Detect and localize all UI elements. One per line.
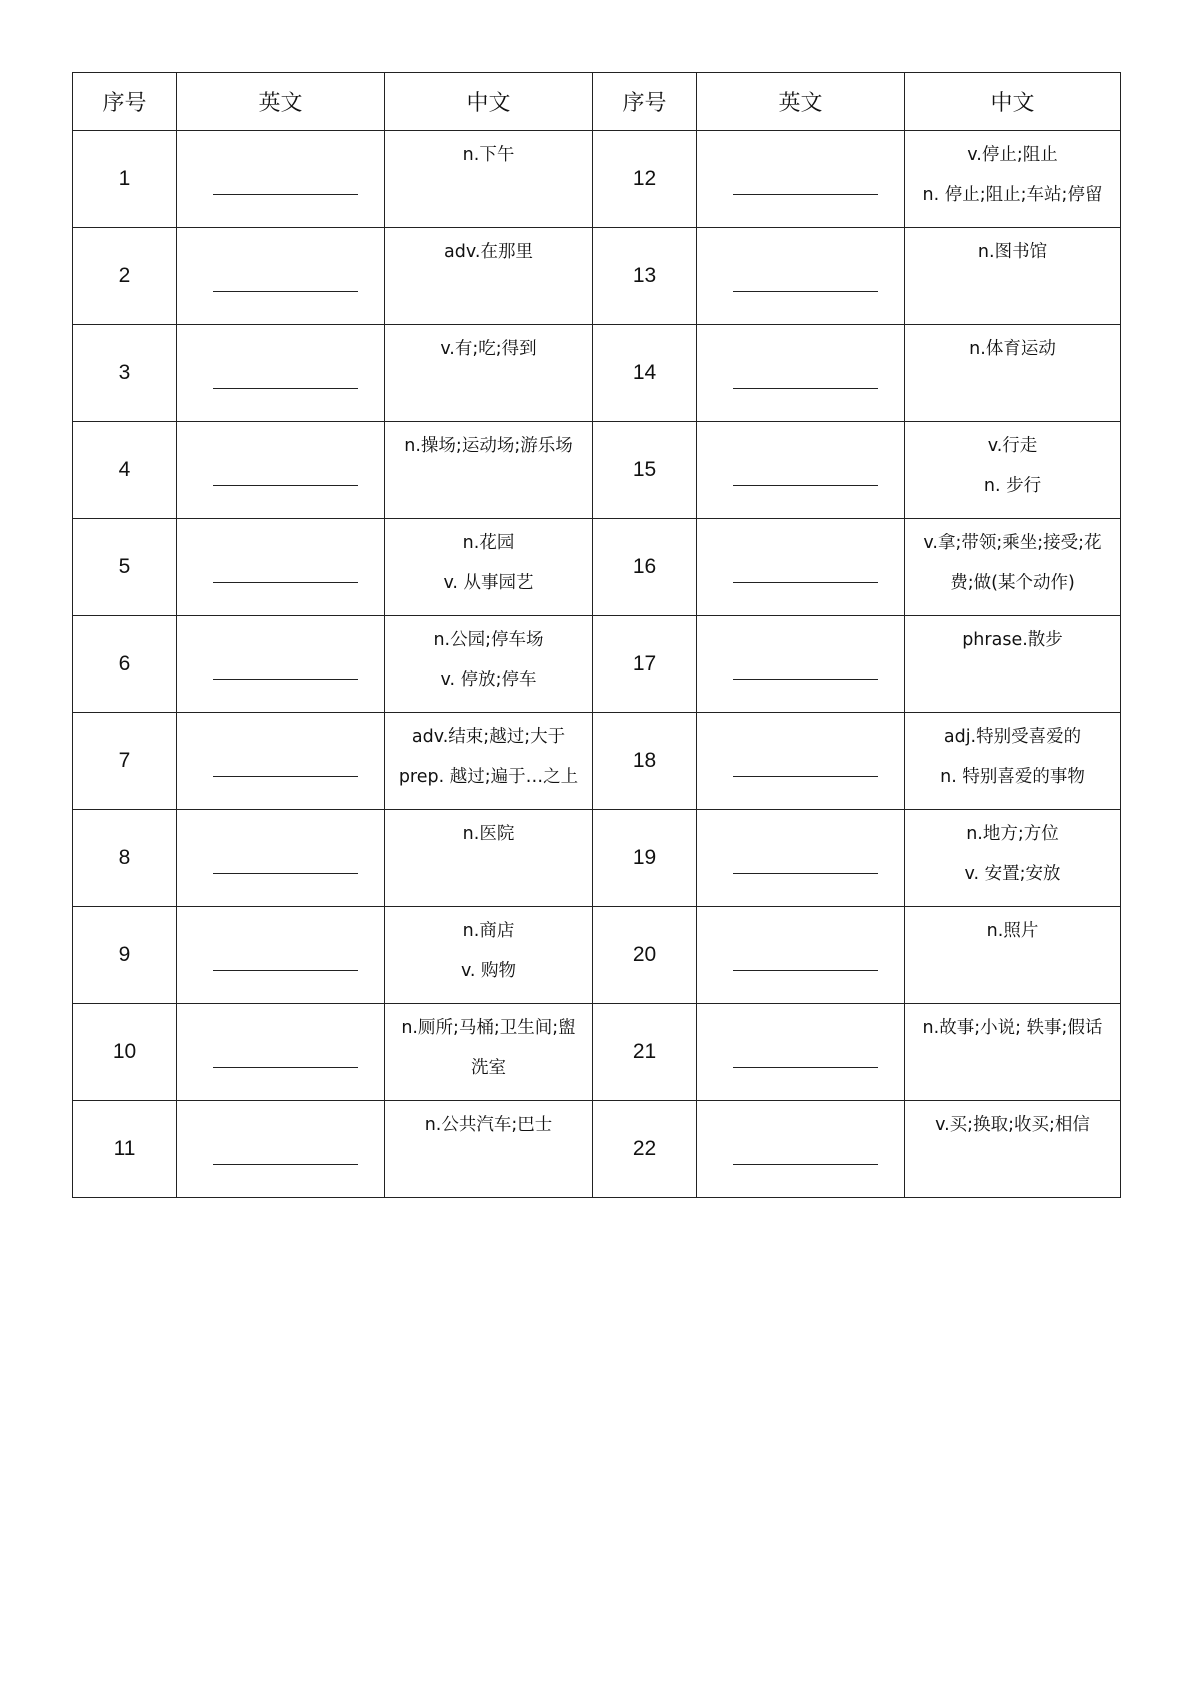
chinese-meaning: [385, 713, 593, 810]
meaning-line: prep. 越过;遍于…之上: [398, 767, 579, 787]
header-chinese-right: 中文: [905, 73, 1121, 131]
item-number: 22: [593, 1101, 697, 1198]
meaning-line: v.拿;带领;乘坐;接受;花: [923, 533, 1102, 553]
chinese-meaning: [385, 519, 593, 616]
english-answer-blank[interactable]: [697, 1004, 905, 1101]
english-answer-blank[interactable]: [177, 810, 385, 907]
answer-underline: [733, 582, 878, 583]
english-answer-blank[interactable]: [697, 228, 905, 325]
table-row: [73, 810, 1121, 907]
answer-underline: [733, 291, 878, 292]
meaning-line: n.地方;方位: [966, 824, 1059, 844]
header-chinese-left: 中文: [385, 73, 593, 131]
chinese-meaning: [385, 907, 593, 1004]
header-row: [73, 73, 1121, 131]
answer-underline: [733, 388, 878, 389]
chinese-meaning: [385, 131, 593, 228]
item-number: 20: [593, 907, 697, 1004]
table-row: [73, 616, 1121, 713]
answer-underline: [733, 194, 878, 195]
chinese-meaning: [905, 713, 1121, 810]
meaning-line: v.有;吃;得到: [440, 339, 537, 359]
header-english-right: 英文: [697, 73, 905, 131]
chinese-meaning: [385, 422, 593, 519]
item-number: 7: [73, 713, 177, 810]
meaning-line: v. 安置;安放: [964, 864, 1061, 884]
meaning-line: n.花园: [462, 533, 515, 553]
meaning-line: n.故事;小说; 轶事;假话: [922, 1018, 1103, 1038]
meaning-line: adv.在那里: [444, 242, 533, 262]
answer-underline: [213, 485, 358, 486]
english-answer-blank[interactable]: [697, 616, 905, 713]
chinese-meaning: [385, 1101, 593, 1198]
answer-underline: [213, 582, 358, 583]
english-answer-blank[interactable]: [697, 713, 905, 810]
answer-underline: [733, 1164, 878, 1165]
chinese-meaning: [905, 616, 1121, 713]
header-number-right: 序号: [593, 73, 697, 131]
answer-underline: [733, 776, 878, 777]
answer-underline: [733, 1067, 878, 1068]
english-answer-blank[interactable]: [177, 1004, 385, 1101]
chinese-meaning: [905, 907, 1121, 1004]
meaning-line: n. 步行: [983, 476, 1042, 496]
english-answer-blank[interactable]: [177, 422, 385, 519]
item-number: 3: [73, 325, 177, 422]
table-row: [73, 1101, 1121, 1198]
table-row: [73, 325, 1121, 422]
english-answer-blank[interactable]: [177, 131, 385, 228]
item-number: 16: [593, 519, 697, 616]
meaning-line: 洗室: [471, 1058, 506, 1078]
english-answer-blank[interactable]: [697, 131, 905, 228]
meaning-line: n.体育运动: [969, 339, 1056, 359]
english-answer-blank[interactable]: [177, 1101, 385, 1198]
english-answer-blank[interactable]: [697, 519, 905, 616]
item-number: 18: [593, 713, 697, 810]
english-answer-blank[interactable]: [697, 907, 905, 1004]
meaning-line: n.下午: [462, 145, 515, 165]
meaning-line: n.商店: [462, 921, 515, 941]
table-row: [73, 422, 1121, 519]
meaning-line: v.停止;阻止: [967, 145, 1058, 165]
chinese-meaning: [905, 325, 1121, 422]
item-number: 9: [73, 907, 177, 1004]
meaning-line: n.公共汽车;巴士: [424, 1115, 553, 1135]
meaning-line: n.图书馆: [977, 242, 1048, 262]
chinese-meaning: [905, 1004, 1121, 1101]
header-number-left: 序号: [73, 73, 177, 131]
chinese-meaning: [905, 519, 1121, 616]
answer-underline: [213, 873, 358, 874]
meaning-line: n. 特别喜爱的事物: [940, 767, 1085, 787]
chinese-meaning: [905, 228, 1121, 325]
answer-underline: [213, 1164, 358, 1165]
meaning-line: n.医院: [462, 824, 515, 844]
item-number: 1: [73, 131, 177, 228]
vocabulary-table: [72, 72, 1121, 1198]
answer-underline: [213, 194, 358, 195]
chinese-meaning: [385, 228, 593, 325]
meaning-line: adv.结束;越过;大于: [411, 727, 566, 747]
table-row: [73, 228, 1121, 325]
english-answer-blank[interactable]: [177, 616, 385, 713]
table-row: [73, 1004, 1121, 1101]
english-answer-blank[interactable]: [177, 325, 385, 422]
english-answer-blank[interactable]: [177, 907, 385, 1004]
meaning-line: n. 停止;阻止;车站;停留: [922, 185, 1103, 205]
item-number: 12: [593, 131, 697, 228]
item-number: 19: [593, 810, 697, 907]
answer-underline: [733, 970, 878, 971]
meaning-line: phrase.散步: [962, 630, 1063, 650]
meaning-line: v. 购物: [460, 961, 517, 981]
chinese-meaning: [905, 1101, 1121, 1198]
meaning-line: n.厕所;马桶;卫生间;盥: [401, 1018, 576, 1038]
chinese-meaning: [385, 810, 593, 907]
english-answer-blank[interactable]: [697, 810, 905, 907]
item-number: 13: [593, 228, 697, 325]
meaning-line: v. 停放;停车: [440, 670, 537, 690]
answer-underline: [213, 776, 358, 777]
answer-underline: [733, 873, 878, 874]
table-row: [73, 713, 1121, 810]
chinese-meaning: [905, 131, 1121, 228]
english-answer-blank[interactable]: [697, 1101, 905, 1198]
answer-underline: [213, 679, 358, 680]
english-answer-blank[interactable]: [177, 713, 385, 810]
item-number: 6: [73, 616, 177, 713]
meaning-line: v. 从事园艺: [443, 573, 534, 593]
item-number: 14: [593, 325, 697, 422]
answer-underline: [733, 485, 878, 486]
item-number: 2: [73, 228, 177, 325]
english-answer-blank[interactable]: [177, 228, 385, 325]
meaning-line: 费;做(某个动作): [950, 573, 1075, 593]
table-row: [73, 907, 1121, 1004]
meaning-line: n.公园;停车场: [433, 630, 544, 650]
meaning-line: adj.特别受喜爱的: [943, 727, 1082, 747]
meaning-line: n.照片: [986, 921, 1039, 941]
meaning-line: n.操场;运动场;游乐场: [404, 436, 573, 456]
header-english-left: 英文: [177, 73, 385, 131]
answer-underline: [213, 291, 358, 292]
item-number: 17: [593, 616, 697, 713]
item-number: 4: [73, 422, 177, 519]
meaning-line: v.行走: [987, 436, 1038, 456]
item-number: 15: [593, 422, 697, 519]
answer-underline: [213, 970, 358, 971]
table-row: [73, 131, 1121, 228]
item-number: 10: [73, 1004, 177, 1101]
item-number: 21: [593, 1004, 697, 1101]
chinese-meaning: [905, 422, 1121, 519]
english-answer-blank[interactable]: [697, 422, 905, 519]
english-answer-blank[interactable]: [177, 519, 385, 616]
item-number: 5: [73, 519, 177, 616]
answer-underline: [213, 388, 358, 389]
chinese-meaning: [385, 1004, 593, 1101]
table-row: [73, 519, 1121, 616]
item-number: 11: [73, 1101, 177, 1198]
chinese-meaning: [385, 616, 593, 713]
answer-underline: [213, 1067, 358, 1068]
item-number: 8: [73, 810, 177, 907]
english-answer-blank[interactable]: [697, 325, 905, 422]
answer-underline: [733, 679, 878, 680]
meaning-line: v.买;换取;收买;相信: [935, 1115, 1090, 1135]
chinese-meaning: [905, 810, 1121, 907]
chinese-meaning: [385, 325, 593, 422]
